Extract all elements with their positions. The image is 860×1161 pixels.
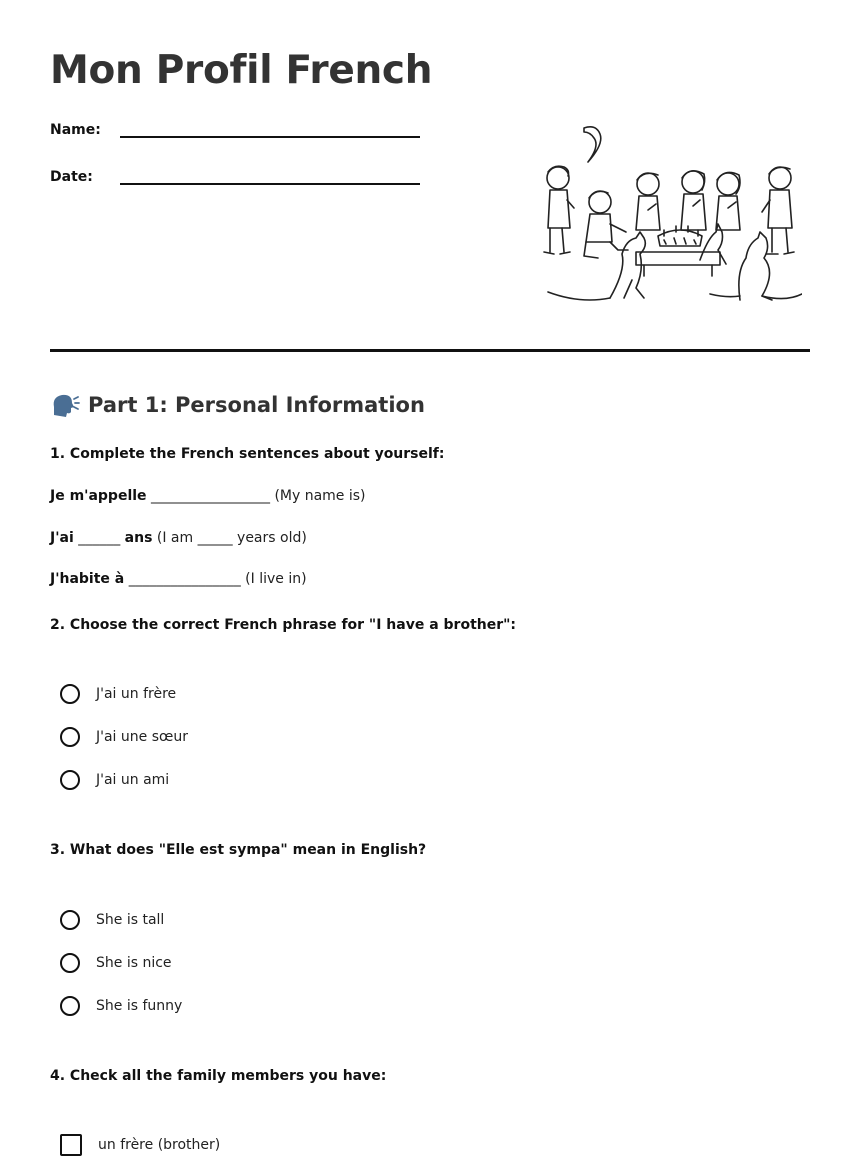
sentence-age-blank-a[interactable]: ______ [78,530,121,546]
date-write-line[interactable] [120,183,420,185]
sentence-name-hint: (My name is) [274,488,366,504]
q2-option-2[interactable] [60,724,188,750]
sentence-home-french: J'habite à [50,571,125,587]
section-divider [50,349,810,352]
q2-option-2-label: J'ai une sœur [96,729,188,745]
q2-option-3-label: J'ai un ami [96,772,170,788]
q4-prompt: 4. Check all the family members you have: [50,1068,387,1084]
q3-prompt: 3. What does "Elle est sympa" mean in English? [50,842,427,858]
radio-button[interactable] [60,953,80,973]
q2-option-1-label: J'ai un frère [96,686,177,702]
q4-option-1[interactable] [60,1132,220,1158]
q3-option-2-label: She is nice [96,955,172,971]
speaking-head-icon [50,391,80,419]
q2-prompt: 2. Choose the correct French phrase for "I have a brother": [50,617,517,633]
sentence-age-blank-b[interactable]: _____ [197,530,233,546]
children-kangaroos-illustration [540,120,802,305]
name-write-line[interactable] [120,136,420,138]
page-title: Mon Profil French [50,48,433,93]
sentence-home-hint: (I live in) [245,571,307,587]
q3-option-1[interactable] [60,907,164,933]
radio-button[interactable] [60,727,80,747]
radio-button[interactable] [60,910,80,930]
name-label: Name: [50,122,101,138]
part1-heading [50,390,425,420]
sentence-age [50,530,307,546]
q2-option-1[interactable] [60,681,176,707]
sentence-name-blank[interactable]: _________________ [150,488,270,504]
sentence-name-french: Je m'appelle [50,488,147,504]
sentence-age-french-a: J'ai [50,530,74,546]
q2-option-3[interactable] [60,767,169,793]
q4-option-1-label: un frère (brother) [98,1137,221,1153]
q3-option-3[interactable] [60,993,182,1019]
q3-option-2[interactable] [60,950,172,976]
radio-button[interactable] [60,996,80,1016]
radio-button[interactable] [60,770,80,790]
sentence-name [50,488,366,504]
checkbox[interactable] [60,1134,82,1156]
sentence-home [50,571,307,587]
sentence-home-blank[interactable]: ________________ [128,571,241,587]
date-label: Date: [50,169,93,185]
q1-prompt: 1. Complete the French sentences about yourself: [50,446,445,462]
sentence-age-hint-b: years old) [237,530,307,546]
radio-button[interactable] [60,684,80,704]
part1-title: Part 1: Personal Information [88,393,425,417]
q3-option-1-label: She is tall [96,912,165,928]
sentence-age-french-b: ans [124,530,153,546]
sentence-age-hint-a: (I am [156,530,194,546]
q3-option-3-label: She is funny [96,998,183,1014]
